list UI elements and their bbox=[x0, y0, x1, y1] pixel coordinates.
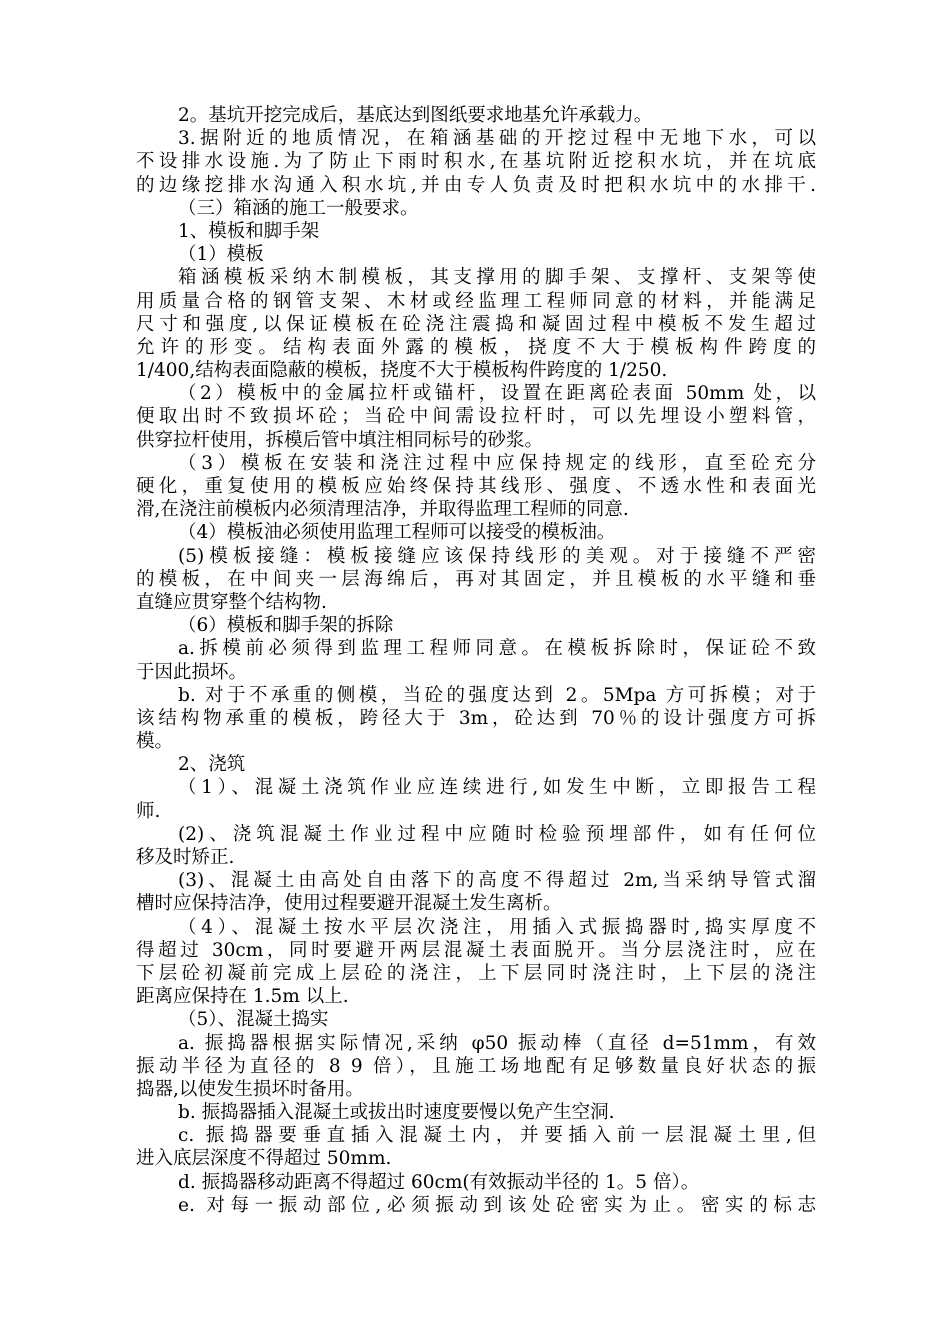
text-line: 便取出时不致损坏砼；当砼中间需设拉杆时，可以先埋设小塑料管， bbox=[136, 406, 816, 428]
text-line: a.拆模前必须得到监理工程师同意。在模板拆除时，保证砼不致 bbox=[178, 638, 816, 660]
text-line: (3)、混凝土由高处自由落下的高度不得超过 2m,当采纳导管式溜 bbox=[178, 870, 816, 892]
text-line: 模。 bbox=[136, 731, 174, 753]
text-line: 下层砼初凝前完成上层砼的浇注，上下层同时浇注时，上下层的浇注 bbox=[136, 962, 816, 984]
text-line: 进入底层深度不得超过 50mm. bbox=[136, 1148, 392, 1170]
text-line: e. 对每一振动部位,必须振动到该处砼密实为止。密实的标志 bbox=[178, 1194, 816, 1216]
text-line: 3.据附近的地质情况，在箱涵基础的开挖过程中无地下水，可以 bbox=[178, 128, 816, 150]
text-line: d. 振捣器移动距离不得超过 60cm(有效振动半径的 1。5 倍）。 bbox=[178, 1171, 700, 1193]
text-line: 师. bbox=[136, 800, 161, 822]
text-line: 箱涵模板采纳木制模板，其支撑用的脚手架、支撑杆、支架等使 bbox=[178, 267, 816, 289]
text-line: （4）、混凝土按水平层次浇注，用插入式振捣器时,捣实厚度不 bbox=[178, 916, 816, 938]
document-page bbox=[136, 104, 816, 1217]
text-line: 不设排水设施.为了防止下雨时积水,在基坑附近挖积水坑，并在坑底 bbox=[136, 151, 816, 173]
text-line: （4）模板油必须使用监理工程师可以接受的模板油。 bbox=[178, 522, 616, 544]
text-line: 于因此损坏。 bbox=[136, 661, 248, 683]
text-line: (5)模板接缝：模板接缝应该保持线形的美观。对于接缝不严密 bbox=[178, 545, 816, 567]
text-line: （6）模板和脚手架的拆除 bbox=[178, 615, 394, 637]
text-line: 1、模板和脚手架 bbox=[178, 220, 320, 242]
text-line: c. 振捣器要垂直插入混凝土内，并要插入前一层混凝土里,但 bbox=[178, 1125, 816, 1147]
text-line: 振动半径为直径的 8 9 倍），且施工场地配有足够数量良好状态的振 bbox=[136, 1055, 816, 1077]
text-line: （2）模板中的金属拉杆或锚杆，设置在距离砼表面 50mm 处，以 bbox=[178, 383, 816, 405]
text-line: 直缝应贯穿整个结构物. bbox=[136, 591, 327, 613]
text-line: 该结构物承重的模板，跨径大于 3m，砼达到 70％的设计强度方可拆 bbox=[136, 707, 816, 729]
text-line: 滑,在浇注前模板内必须清理洁净，并取得监理工程师的同意. bbox=[136, 499, 629, 521]
text-line: （1）模板 bbox=[178, 244, 264, 266]
text-line: （3）模板在安装和浇注过程中应保持规定的线形，直至砼充分 bbox=[178, 452, 816, 474]
text-line: （三）箱涵的施工一般要求。 bbox=[178, 197, 419, 219]
text-line: （5）、混凝土捣实 bbox=[178, 1009, 329, 1031]
text-line: 的边缘挖排水沟通入积水坑,并由专人负责及时把积水坑中的水排干. bbox=[136, 174, 816, 196]
text-line: b. 对于不承重的侧模，当砼的强度达到 2。5Mpa 方可拆模；对于 bbox=[178, 684, 816, 706]
text-line: 用质量合格的钢管支架、木材或经监理工程师同意的材料，并能满足 bbox=[136, 290, 816, 312]
text-line: 1/400,结构表面隐蔽的模板，挠度不大于模板构件跨度的 1/250. bbox=[136, 360, 668, 382]
text-line: 2。基坑开挖完成后，基底达到图纸要求地基允许承载力。 bbox=[178, 105, 653, 126]
text-line: a. 振捣器根据实际情况,采纳 φ50 振动棒（直径 d=51mm，有效 bbox=[178, 1032, 816, 1054]
text-line: 的模板，在中间夹一层海绵后，再对其固定，并且模板的水平缝和垂 bbox=[136, 568, 816, 590]
text-line: (2)、浇筑混凝土作业过程中应随时检验预埋部件，如有任何位 bbox=[178, 823, 816, 845]
text-line: 2、浇筑 bbox=[178, 754, 246, 776]
text-line: b. 振捣器插入混凝土或拔出时速度要慢以免产生空洞. bbox=[178, 1102, 615, 1124]
text-line: 供穿拉杆使用，拆模后管中填注相同标号的砂浆。 bbox=[136, 429, 544, 451]
text-line: 距离应保持在 1.5m 以上. bbox=[136, 986, 349, 1008]
text-line: 尺寸和强度,以保证模板在砼浇注震捣和凝固过程中模板不发生超过 bbox=[136, 313, 816, 335]
text-line: 移及时矫正. bbox=[136, 847, 235, 868]
text-line: 槽时应保持洁净，使用过程要避开混凝土发生离析。 bbox=[136, 893, 562, 915]
text-line: 得超过 30cm，同时要避开两层混凝土表面脱开。当分层浇注时，应在 bbox=[136, 939, 816, 961]
text-line: 允许的形变。结构表面外露的模板，挠度不大于模板构件跨度的 bbox=[136, 336, 816, 358]
text-line: 硬化，重复使用的模板应始终保持其线形、强度、不透水性和表面光 bbox=[136, 476, 816, 497]
text-line: （1）、混凝土浇筑作业应连续进行,如发生中断，立即报告工程 bbox=[178, 777, 816, 799]
text-line: 捣器,以使发生损坏时备用。 bbox=[136, 1078, 364, 1100]
